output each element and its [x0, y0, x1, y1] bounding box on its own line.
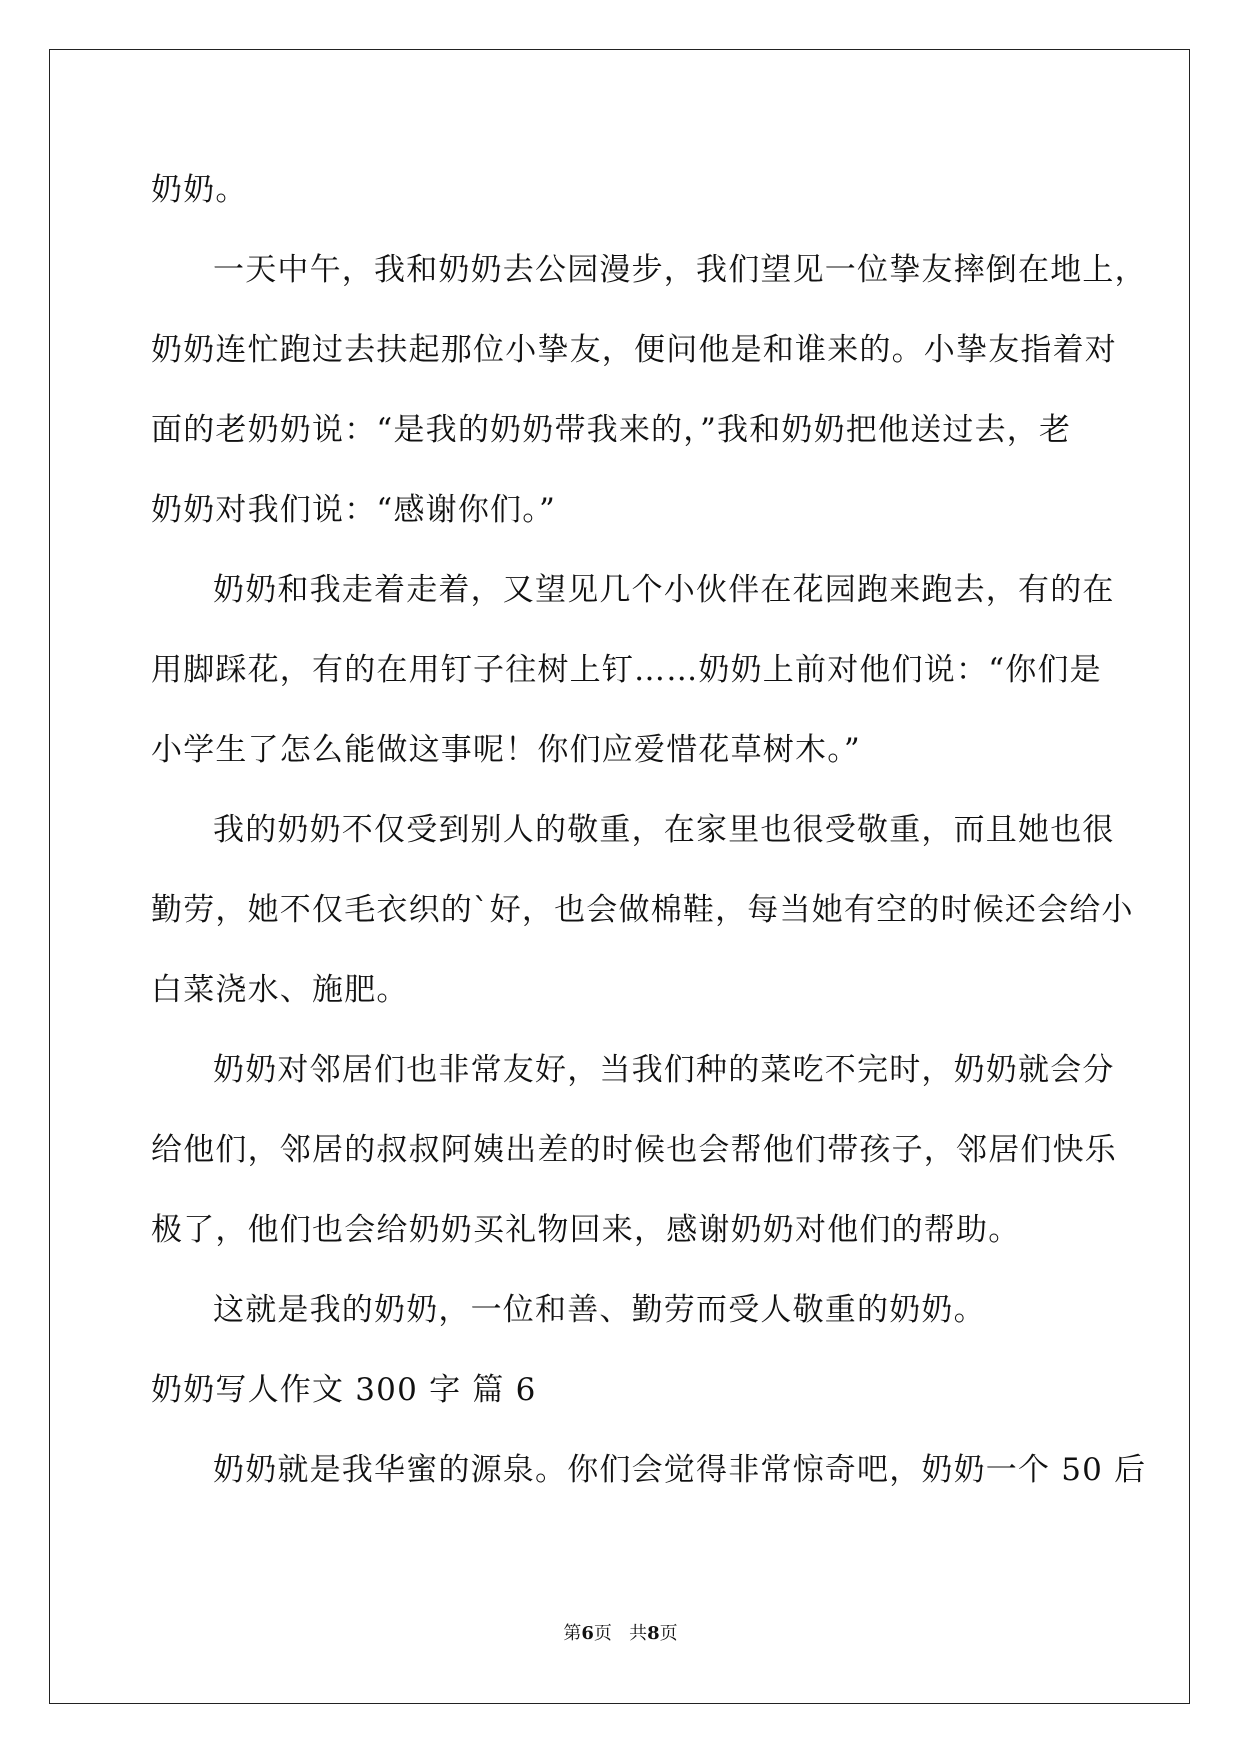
- paragraph-start-line: 奶奶就是我华蜜的源泉。你们会觉得非常惊奇吧，奶奶一个 50 后: [213, 1452, 1147, 1488]
- page-footer: [0, 1622, 1241, 1646]
- text-line: 面的老奶奶说：“是我的奶奶带我来的，”我和奶奶把他送过去，老: [151, 412, 1072, 448]
- paragraph-start-line: 一天中午，我和奶奶去公园漫步，我们望见一位挚友摔倒在地上，: [213, 252, 1147, 288]
- text-line: 奶奶对我们说：“感谢你们。”: [151, 492, 556, 528]
- text-line: 给他们，邻居的叔叔阿姨出差的时候也会帮他们带孩子，邻居们快乐: [151, 1132, 1117, 1168]
- text-line: 小学生了怎么能做这事呢！你们应爱惜花草树木。”: [151, 732, 861, 768]
- paragraph-start-line: 我的奶奶不仅受到别人的敬重，在家里也很受敬重，而且她也很: [213, 812, 1115, 848]
- paragraph-start-line: 奶奶和我走着走着，又望见几个小伙伴在花园跑来跑去，有的在: [213, 572, 1115, 608]
- footer-prefix: 第: [563, 1623, 582, 1644]
- text-line: 极了，他们也会给奶奶买礼物回来，感谢奶奶对他们的帮助。: [151, 1212, 1021, 1248]
- section-heading: 奶奶写人作文 300 字 篇 6: [151, 1372, 537, 1408]
- text-line: 奶奶连忙跑过去扶起那位小挚友，便问他是和谁来的。小挚友指着对: [151, 332, 1117, 368]
- text-line: 白菜浇水、施肥。: [151, 972, 409, 1008]
- current-page-number: 6: [581, 1623, 594, 1644]
- text-line: 奶奶。: [151, 172, 248, 208]
- paragraph-start-line: 奶奶对邻居们也非常友好，当我们种的菜吃不完时，奶奶就会分: [213, 1052, 1115, 1088]
- text-line: 勤劳，她不仅毛衣织的`好，也会做棉鞋，每当她有空的时候还会给小: [151, 892, 1134, 928]
- footer-suffix: 页: [659, 1623, 678, 1644]
- total-pages-number: 8: [647, 1623, 660, 1644]
- text-line: 用脚踩花，有的在用钉子往树上钉……奶奶上前对他们说：“你们是: [151, 652, 1102, 688]
- paragraph-start-line: 这就是我的奶奶，一位和善、勤劳而受人敬重的奶奶。: [213, 1292, 986, 1328]
- footer-mid: 页 共: [593, 1623, 648, 1644]
